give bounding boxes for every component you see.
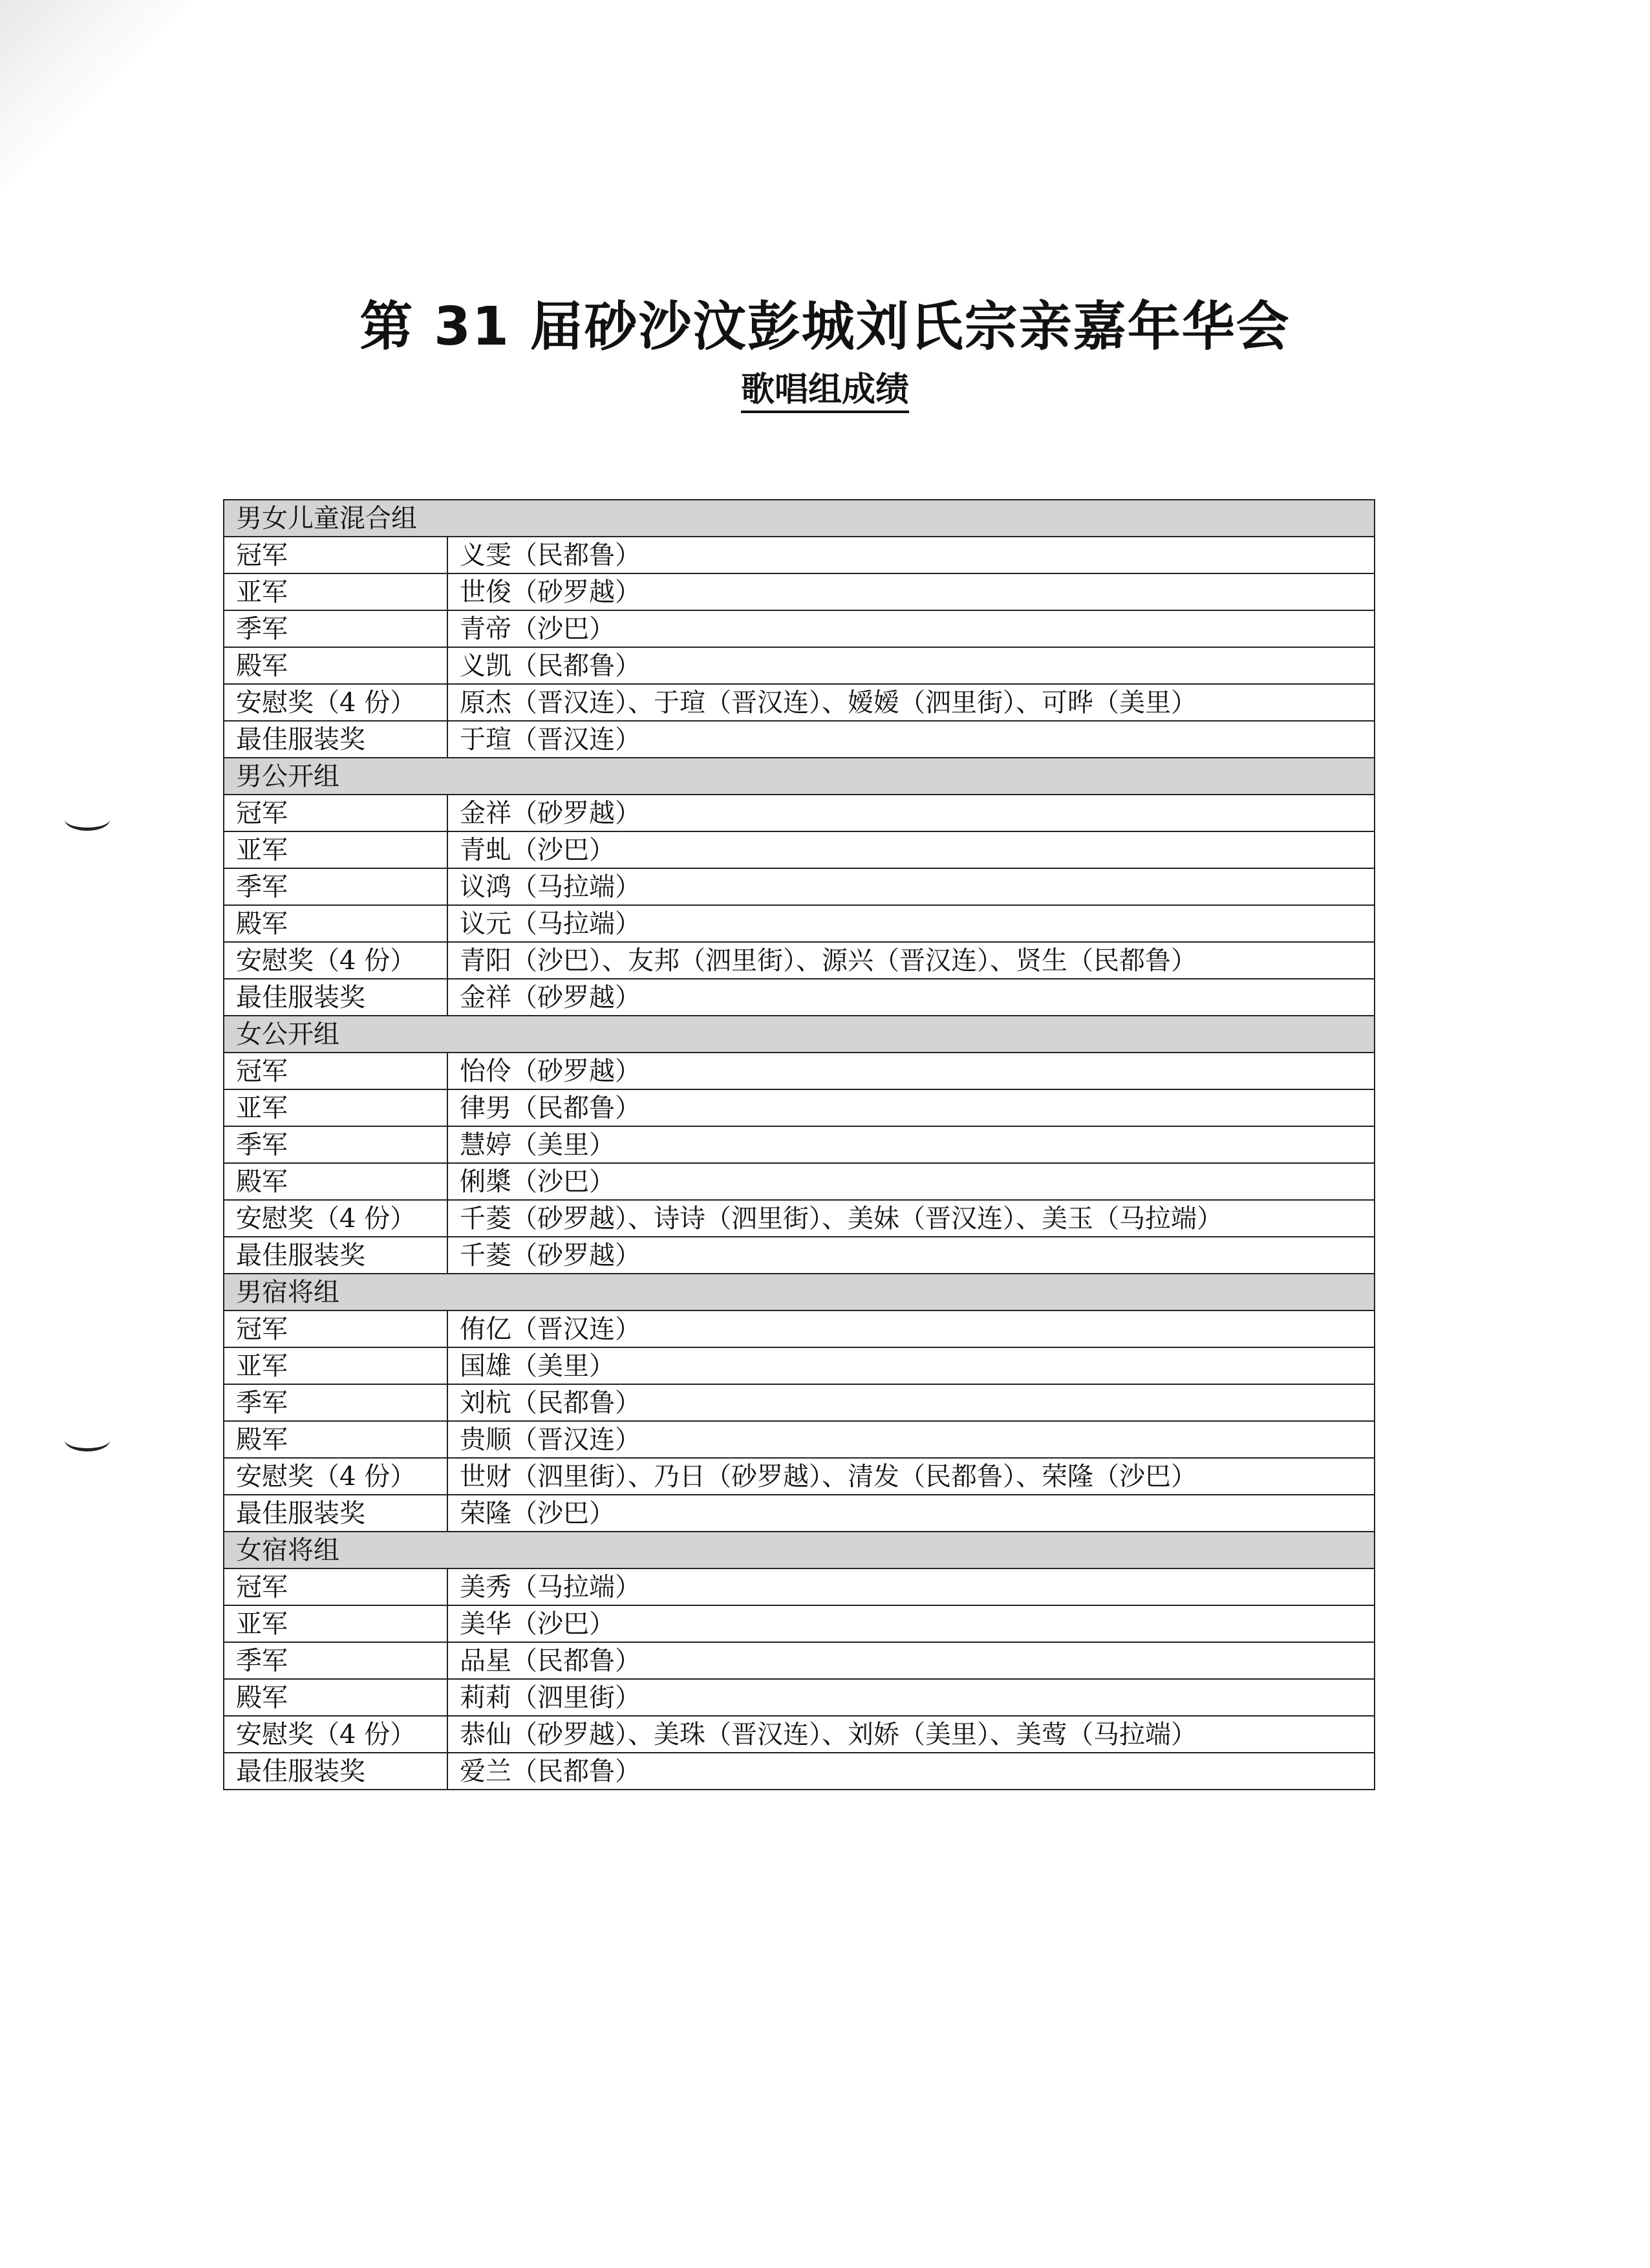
winners-cell: 议元（马拉端） bbox=[447, 905, 1375, 942]
winners-cell: 千菱（砂罗越）、诗诗（泗里街）、美妹（晋汉连）、美玉（马拉端） bbox=[447, 1200, 1375, 1237]
winners-cell: 青阳（沙巴）、友邦（泗里街）、源兴（晋汉连）、贤生（民都鲁） bbox=[447, 942, 1375, 979]
table-row bbox=[224, 1237, 1375, 1274]
document-title: 第 31 届砂沙汶彭城刘氏宗亲嘉年华会 bbox=[359, 296, 1291, 358]
award-cell: 亚军 bbox=[224, 1347, 447, 1384]
table-row bbox=[224, 1458, 1375, 1495]
group-header-row bbox=[224, 758, 1375, 795]
award-cell: 殿军 bbox=[224, 1679, 447, 1716]
table-row bbox=[224, 573, 1375, 610]
winners-cell: 荣隆（沙巴） bbox=[447, 1495, 1375, 1532]
winners-cell: 俐槳（沙巴） bbox=[447, 1163, 1375, 1200]
table-row bbox=[224, 1163, 1375, 1200]
award-cell: 季军 bbox=[224, 868, 447, 905]
table-row bbox=[224, 942, 1375, 979]
award-cell: 亚军 bbox=[224, 831, 447, 868]
winners-cell: 律男（民都鲁） bbox=[447, 1089, 1375, 1126]
group-header-row bbox=[224, 1016, 1375, 1053]
winners-cell: 千菱（砂罗越） bbox=[447, 1237, 1375, 1274]
award-cell: 冠军 bbox=[224, 537, 447, 573]
winners-cell: 义雯（民都鲁） bbox=[447, 537, 1375, 573]
document-subtitle: 歌唱组成绩 bbox=[741, 370, 909, 413]
winners-cell: 莉莉（泗里街） bbox=[447, 1679, 1375, 1716]
winners-cell: 议鸿（马拉端） bbox=[447, 868, 1375, 905]
results-table-body bbox=[224, 500, 1375, 1790]
award-cell: 冠军 bbox=[224, 1568, 447, 1605]
award-cell: 安慰奖（4 份） bbox=[224, 1716, 447, 1753]
table-row bbox=[224, 610, 1375, 647]
award-cell: 季军 bbox=[224, 1126, 447, 1163]
award-cell: 亚军 bbox=[224, 573, 447, 610]
winners-cell: 怡伶（砂罗越） bbox=[447, 1053, 1375, 1089]
group-name: 男宿将组 bbox=[224, 1274, 1375, 1311]
winners-cell: 世财（泗里街）、乃日（砂罗越）、清发（民都鲁）、荣隆（沙巴） bbox=[447, 1458, 1375, 1495]
winners-cell: 美秀（马拉端） bbox=[447, 1568, 1375, 1605]
table-row bbox=[224, 1679, 1375, 1716]
group-name: 女公开组 bbox=[224, 1016, 1375, 1053]
winners-cell: 品星（民都鲁） bbox=[447, 1642, 1375, 1679]
award-cell: 季军 bbox=[224, 1642, 447, 1679]
award-cell: 最佳服装奖 bbox=[224, 979, 447, 1016]
award-cell: 安慰奖（4 份） bbox=[224, 1200, 447, 1237]
winners-cell: 世俊（砂罗越） bbox=[447, 573, 1375, 610]
award-cell: 冠军 bbox=[224, 795, 447, 831]
award-cell: 殿军 bbox=[224, 1163, 447, 1200]
table-row bbox=[224, 905, 1375, 942]
table-row bbox=[224, 1605, 1375, 1642]
winners-cell: 金祥（砂罗越） bbox=[447, 795, 1375, 831]
punch-hole-mark bbox=[65, 808, 110, 831]
table-row bbox=[224, 1311, 1375, 1347]
award-cell: 季军 bbox=[224, 1384, 447, 1421]
table-row bbox=[224, 1716, 1375, 1753]
award-cell: 最佳服装奖 bbox=[224, 1237, 447, 1274]
award-cell: 最佳服装奖 bbox=[224, 721, 447, 758]
table-row bbox=[224, 795, 1375, 831]
award-cell: 冠军 bbox=[224, 1053, 447, 1089]
table-row bbox=[224, 684, 1375, 721]
award-cell: 殿军 bbox=[224, 647, 447, 684]
award-cell: 安慰奖（4 份） bbox=[224, 1458, 447, 1495]
table-row bbox=[224, 1089, 1375, 1126]
document-subtitle-wrap bbox=[0, 362, 1650, 411]
award-cell: 亚军 bbox=[224, 1605, 447, 1642]
award-cell: 安慰奖（4 份） bbox=[224, 684, 447, 721]
group-header-row bbox=[224, 1532, 1375, 1568]
winners-cell: 爱兰（民都鲁） bbox=[447, 1753, 1375, 1790]
award-cell: 安慰奖（4 份） bbox=[224, 942, 447, 979]
punch-hole-mark bbox=[65, 1429, 110, 1451]
winners-cell: 义凯（民都鲁） bbox=[447, 647, 1375, 684]
scan-corner-fold bbox=[0, 0, 194, 194]
winners-cell: 金祥（砂罗越） bbox=[447, 979, 1375, 1016]
winners-cell: 刘杭（民都鲁） bbox=[447, 1384, 1375, 1421]
table-row bbox=[224, 537, 1375, 573]
winners-cell: 国雄（美里） bbox=[447, 1347, 1375, 1384]
table-row bbox=[224, 647, 1375, 684]
winners-cell: 于瑄（晋汉连） bbox=[447, 721, 1375, 758]
winners-cell: 慧婷（美里） bbox=[447, 1126, 1375, 1163]
award-cell: 最佳服装奖 bbox=[224, 1495, 447, 1532]
table-row bbox=[224, 1421, 1375, 1458]
table-row bbox=[224, 979, 1375, 1016]
table-row bbox=[224, 1384, 1375, 1421]
winners-cell: 恭仙（砂罗越）、美珠（晋汉连）、刘娇（美里）、美莺（马拉端） bbox=[447, 1716, 1375, 1753]
table-row bbox=[224, 1753, 1375, 1790]
table-row bbox=[224, 721, 1375, 758]
group-header-row bbox=[224, 500, 1375, 537]
winners-cell: 青虬（沙巴） bbox=[447, 831, 1375, 868]
award-cell: 冠军 bbox=[224, 1311, 447, 1347]
group-name: 女宿将组 bbox=[224, 1532, 1375, 1568]
group-name: 男公开组 bbox=[224, 758, 1375, 795]
table-row bbox=[224, 1200, 1375, 1237]
award-cell: 亚军 bbox=[224, 1089, 447, 1126]
winners-cell: 原杰（晋汉连）、于瑄（晋汉连）、嫒嫒（泗里街）、可晔（美里） bbox=[447, 684, 1375, 721]
winners-cell: 美华（沙巴） bbox=[447, 1605, 1375, 1642]
table-row bbox=[224, 1126, 1375, 1163]
award-cell: 最佳服装奖 bbox=[224, 1753, 447, 1790]
winners-cell: 侑亿（晋汉连） bbox=[447, 1311, 1375, 1347]
table-row bbox=[224, 1642, 1375, 1679]
winners-cell: 贵顺（晋汉连） bbox=[447, 1421, 1375, 1458]
award-cell: 殿军 bbox=[224, 905, 447, 942]
table-row bbox=[224, 1347, 1375, 1384]
table-row bbox=[224, 1495, 1375, 1532]
award-cell: 殿军 bbox=[224, 1421, 447, 1458]
table-row bbox=[224, 831, 1375, 868]
table-row bbox=[224, 1053, 1375, 1089]
table-row bbox=[224, 1568, 1375, 1605]
award-cell: 季军 bbox=[224, 610, 447, 647]
table-row bbox=[224, 868, 1375, 905]
group-header-row bbox=[224, 1274, 1375, 1311]
results-table bbox=[223, 499, 1375, 1790]
group-name: 男女儿童混合组 bbox=[224, 500, 1375, 537]
winners-cell: 青帝（沙巴） bbox=[447, 610, 1375, 647]
